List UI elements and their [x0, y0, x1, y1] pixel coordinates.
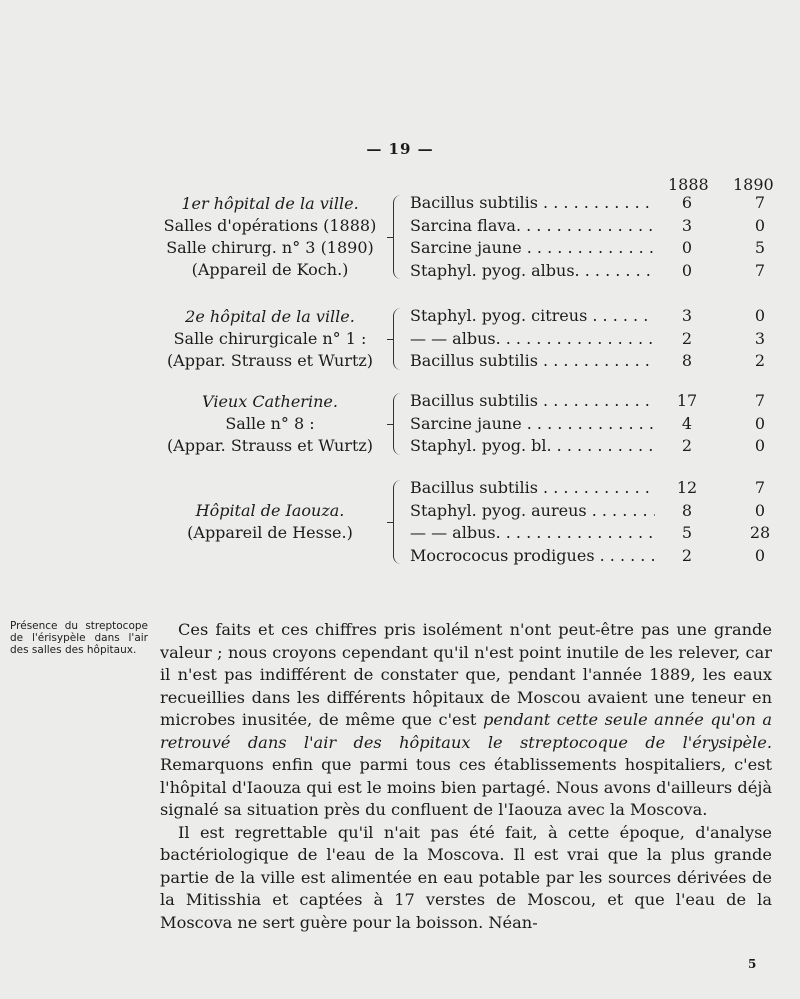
- location-line: Salle chirurgicale n° 1 :: [173, 328, 367, 348]
- value-1888: 12: [676, 478, 698, 497]
- bacterium-name: Staphyl. pyog. citreus . . .: [410, 305, 655, 327]
- value-1888: 8: [681, 351, 693, 370]
- table-row: [410, 260, 790, 283]
- value-1888: 5: [681, 523, 693, 542]
- value-1890: 28: [749, 523, 771, 542]
- value-1888: 0: [681, 260, 693, 280]
- value-1890: 0: [754, 413, 766, 433]
- location-line: Salle chirurg. n° 3 (1890): [166, 238, 374, 257]
- value-1888: 3: [681, 306, 693, 325]
- paragraph-1: [160, 619, 772, 822]
- brace: [393, 308, 402, 370]
- table-group: [150, 477, 790, 567]
- value-1890: 0: [754, 215, 766, 235]
- value-1890: 2: [754, 351, 766, 370]
- value-1888: 4: [681, 413, 693, 433]
- location-line: Salle n° 8 :: [225, 413, 315, 433]
- location-line: (Appar. Strauss et Wurtz): [166, 435, 374, 455]
- sheet-signature: 5: [748, 957, 757, 971]
- column-header-1888: 1888: [668, 175, 709, 194]
- table-group: [150, 390, 790, 458]
- location-line: (Appareil de Hesse.): [187, 523, 353, 542]
- value-1888: 0: [681, 238, 693, 257]
- value-1888: 2: [681, 436, 693, 455]
- value-1890: 0: [754, 436, 766, 455]
- brace: [393, 393, 402, 455]
- value-1888: 2: [681, 328, 693, 348]
- table-row: [410, 390, 790, 413]
- table-group: [150, 192, 790, 282]
- table-row: [410, 477, 790, 500]
- paragraph-2: Il est regrettable qu'il n'ait pas été fait, à cette époque, d'analyse bactériologique de l'eau de la Moscova. Il est vrai que la plus grande partie de la ville est alimentée en eau potable par les sources dérivées de la Mitisshia et captées à 17 verstes de Moscou, et que l'eau de la Moscova ne sert guère pour la boisson. Néan-: [160, 822, 772, 932]
- table-row: [410, 350, 790, 373]
- bacterium-name: Sarcine jaune . . .: [410, 237, 655, 259]
- rows: [410, 192, 790, 282]
- value-1890: 3: [754, 328, 766, 348]
- bacterium-name: Bacillus subtilis . . .: [410, 477, 655, 499]
- table-row: [410, 305, 790, 328]
- paragraph-1-part-1: Ces faits et ces chiffres pris isolément n'ont peut-être pas une grande valeur ; nous croyons cependant qu'il n'est point inutile de les relever, car il n'est pas indifférent de constater que, pendant l'année 1889, les eaux recueillies dans les différents hôpitaux de Moscou avaient une teneur en microbes inusitée, de même que c'est: [160, 620, 772, 729]
- location-label: [150, 306, 390, 372]
- location-line: (Appareil de Koch.): [191, 260, 349, 279]
- table-row: [410, 413, 790, 436]
- table-group: [150, 305, 790, 373]
- column-header-1890: 1890: [733, 175, 774, 194]
- bacterium-name: Bacillus subtilis . . .: [410, 390, 655, 412]
- location-label: [150, 500, 390, 544]
- value-1890: 5: [754, 238, 766, 257]
- value-1890: 7: [754, 478, 766, 497]
- margin-note: Présence du streptocope de l'érisypèle dans l'air des salles des hôpitaux.: [10, 620, 148, 656]
- bacterium-name: — — albus. . . .: [410, 328, 655, 350]
- value-1890: 0: [754, 500, 766, 520]
- value-1888: 17: [676, 391, 698, 410]
- bacterium-name: Staphyl. pyog. aureus . . .: [410, 500, 655, 522]
- paragraph-1-part-2: Remarquons enfin que parmi tous ces établissements hospitaliers, c'est l'hôpital d'Iaouza qui est le moins bien partagé. Nous avons d'ailleurs déjà signalé sa situation près du confluent de l'Iaouza avec la Moscova.: [160, 755, 772, 819]
- value-1888: 3: [681, 215, 693, 235]
- page-number: — 19 —: [366, 140, 434, 158]
- brace: [393, 195, 402, 279]
- location-label: [150, 193, 390, 281]
- bacterium-name: — — albus. . . .: [410, 522, 655, 544]
- table-row: [410, 545, 790, 568]
- bacterium-name: Staphyl. pyog. bl. . . .: [410, 435, 655, 457]
- rows: [410, 477, 790, 567]
- location-line: Hôpital de Iaouza.: [195, 501, 345, 520]
- rows: [410, 390, 790, 458]
- value-1890: 7: [754, 391, 766, 410]
- table-row: [410, 500, 790, 523]
- table-row: [410, 192, 790, 215]
- brace: [393, 480, 402, 564]
- table-row: [410, 522, 790, 545]
- bacterium-name: Bacillus subtilis . . .: [410, 350, 655, 372]
- location-line: 2e hôpital de la ville.: [185, 306, 355, 326]
- table-row: [410, 237, 790, 260]
- value-1890: 0: [754, 545, 766, 565]
- value-1890: 7: [754, 193, 766, 212]
- location-label: [150, 391, 390, 457]
- value-1888: 8: [681, 500, 693, 520]
- location-line: Vieux Catherine.: [202, 391, 338, 411]
- rows: [410, 305, 790, 373]
- body-text: [160, 619, 772, 934]
- table-row: [410, 435, 790, 458]
- table-row: [410, 328, 790, 351]
- value-1890: 0: [754, 306, 766, 325]
- value-1890: 7: [754, 260, 766, 280]
- value-1888: 2: [681, 545, 693, 565]
- paragraph-1-italic: pendant cette seule année qu'on a retrouvé dans l'air des hôpitaux le streptocoque de l'érysipèle.: [160, 710, 772, 752]
- bacterium-name: Staphyl. pyog. albus. . . .: [410, 260, 655, 282]
- location-line: Salles d'opérations (1888): [163, 216, 377, 235]
- bacterium-name: Sarcina flava. . . .: [410, 215, 655, 237]
- location-line: 1er hôpital de la ville.: [181, 194, 359, 213]
- bacterium-name: Bacillus subtilis . . .: [410, 192, 655, 214]
- location-line: (Appar. Strauss et Wurtz): [166, 350, 374, 370]
- bacterium-name: Sarcine jaune . . .: [410, 413, 655, 435]
- value-1888: 6: [681, 193, 693, 212]
- table-row: [410, 215, 790, 238]
- bacterium-name: Mocrococus prodigues . . .: [410, 545, 655, 567]
